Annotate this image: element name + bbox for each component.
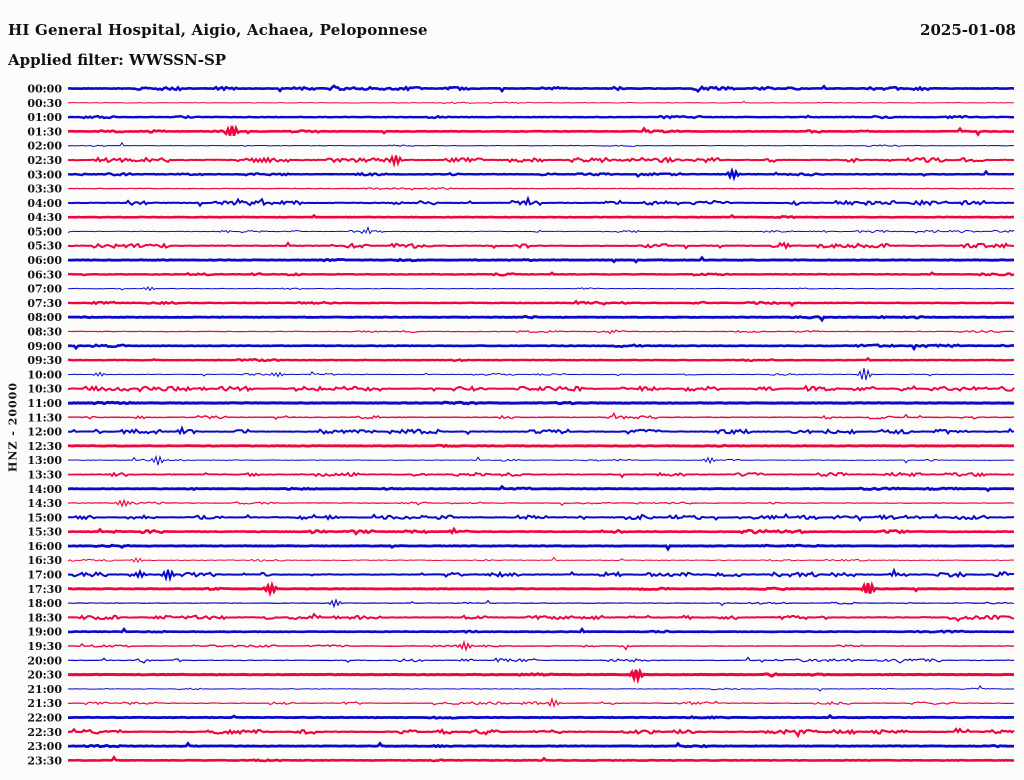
trace-00:00 [68, 86, 1014, 91]
trace-08:30 [68, 330, 1014, 333]
time-label-11:30: 11:30 [27, 411, 62, 425]
trace-07:00 [68, 287, 1014, 291]
time-label-12:30: 12:30 [27, 439, 62, 453]
time-label-16:00: 16:00 [27, 539, 62, 553]
time-label-20:30: 20:30 [27, 668, 62, 682]
trace-06:00 [68, 258, 1014, 262]
trace-02:00 [68, 143, 1014, 147]
time-label-10:30: 10:30 [27, 382, 62, 396]
trace-15:30 [68, 529, 1014, 534]
trace-23:30 [68, 757, 1014, 761]
time-label-15:00: 15:00 [27, 511, 62, 525]
trace-05:00 [68, 228, 1014, 234]
trace-04:00 [68, 199, 1014, 206]
time-label-03:30: 03:30 [27, 182, 62, 196]
time-label-13:00: 13:00 [27, 454, 62, 468]
time-label-07:30: 07:30 [27, 296, 62, 310]
trace-09:00 [68, 345, 1014, 349]
trace-13:00 [68, 457, 1014, 466]
time-label-22:30: 22:30 [27, 725, 62, 739]
time-label-03:00: 03:00 [27, 168, 62, 182]
channel-axis-label: HNZ - 20000 [6, 382, 20, 472]
time-label-04:30: 04:30 [27, 211, 62, 225]
trace-22:30 [68, 729, 1014, 736]
trace-00:30 [68, 101, 1014, 103]
trace-19:00 [68, 629, 1014, 632]
trace-21:30 [68, 699, 1014, 706]
trace-18:00 [68, 600, 1014, 607]
trace-20:00 [68, 657, 1014, 663]
time-label-06:00: 06:00 [27, 254, 62, 268]
time-label-19:30: 19:30 [27, 640, 62, 654]
trace-02:30 [68, 155, 1014, 163]
trace-03:00 [68, 171, 1014, 178]
time-label-19:00: 19:00 [27, 625, 62, 639]
time-label-02:00: 02:00 [27, 139, 62, 153]
trace-13:30 [68, 473, 1014, 477]
time-label-14:30: 14:30 [27, 497, 62, 511]
time-label-09:30: 09:30 [27, 354, 62, 368]
date-label: 2025-01-08 [920, 21, 1016, 39]
trace-10:30 [68, 386, 1014, 391]
trace-12:00 [68, 428, 1014, 434]
time-label-05:30: 05:30 [27, 239, 62, 253]
trace-14:30 [68, 500, 1014, 506]
time-label-00:00: 00:00 [27, 82, 62, 96]
time-label-16:30: 16:30 [27, 554, 62, 568]
time-label-21:00: 21:00 [27, 682, 62, 696]
time-label-01:00: 01:00 [27, 111, 62, 125]
trace-07:30 [68, 301, 1014, 305]
trace-05:30 [68, 243, 1014, 248]
time-label-13:30: 13:30 [27, 468, 62, 482]
trace-22:00 [68, 716, 1014, 718]
time-label-08:30: 08:30 [27, 325, 62, 339]
time-label-05:00: 05:00 [27, 225, 62, 239]
trace-16:00 [68, 545, 1014, 549]
time-label-17:30: 17:30 [27, 582, 62, 596]
trace-03:30 [68, 188, 1014, 190]
trace-01:00 [68, 116, 1014, 118]
time-label-22:00: 22:00 [27, 711, 62, 725]
time-label-09:00: 09:00 [27, 339, 62, 353]
station-title: HI General Hospital, Aigio, Achaea, Peloponnese [8, 21, 428, 39]
trace-11:00 [68, 402, 1014, 403]
trace-18:30 [68, 614, 1014, 621]
trace-20:30 [68, 670, 1014, 679]
time-label-12:00: 12:00 [27, 425, 62, 439]
time-label-07:00: 07:00 [27, 282, 62, 296]
trace-06:30 [68, 273, 1014, 275]
trace-15:00 [68, 515, 1014, 521]
filter-label: Applied filter: WWSSN-SP [8, 51, 227, 69]
time-label-18:30: 18:30 [27, 611, 62, 625]
trace-17:00 [68, 570, 1014, 579]
time-label-20:00: 20:00 [27, 654, 62, 668]
time-label-02:30: 02:30 [27, 153, 62, 167]
time-label-10:00: 10:00 [27, 368, 62, 382]
time-label-06:30: 06:30 [27, 268, 62, 282]
trace-04:30 [68, 216, 1014, 218]
trace-08:00 [68, 316, 1014, 320]
trace-19:30 [68, 642, 1014, 649]
time-label-01:30: 01:30 [27, 125, 62, 139]
trace-21:00 [68, 686, 1014, 691]
time-label-21:30: 21:30 [27, 697, 62, 711]
trace-16:30 [68, 557, 1014, 562]
time-label-08:00: 08:00 [27, 311, 62, 325]
trace-23:00 [68, 743, 1014, 746]
trace-14:00 [68, 487, 1014, 491]
time-label-15:30: 15:30 [27, 525, 62, 539]
time-label-14:00: 14:00 [27, 482, 62, 496]
time-label-23:00: 23:00 [27, 740, 62, 754]
trace-12:30 [68, 445, 1014, 446]
time-label-18:00: 18:00 [27, 597, 62, 611]
trace-01:30 [68, 126, 1014, 136]
time-label-23:30: 23:30 [27, 754, 62, 768]
trace-11:30 [68, 413, 1014, 419]
time-label-17:00: 17:00 [27, 568, 62, 582]
time-label-11:00: 11:00 [27, 396, 62, 410]
trace-09:30 [68, 358, 1014, 361]
time-label-00:30: 00:30 [27, 96, 62, 110]
time-label-04:00: 04:00 [27, 196, 62, 210]
trace-17:30 [68, 583, 1014, 593]
trace-10:00 [68, 368, 1014, 380]
